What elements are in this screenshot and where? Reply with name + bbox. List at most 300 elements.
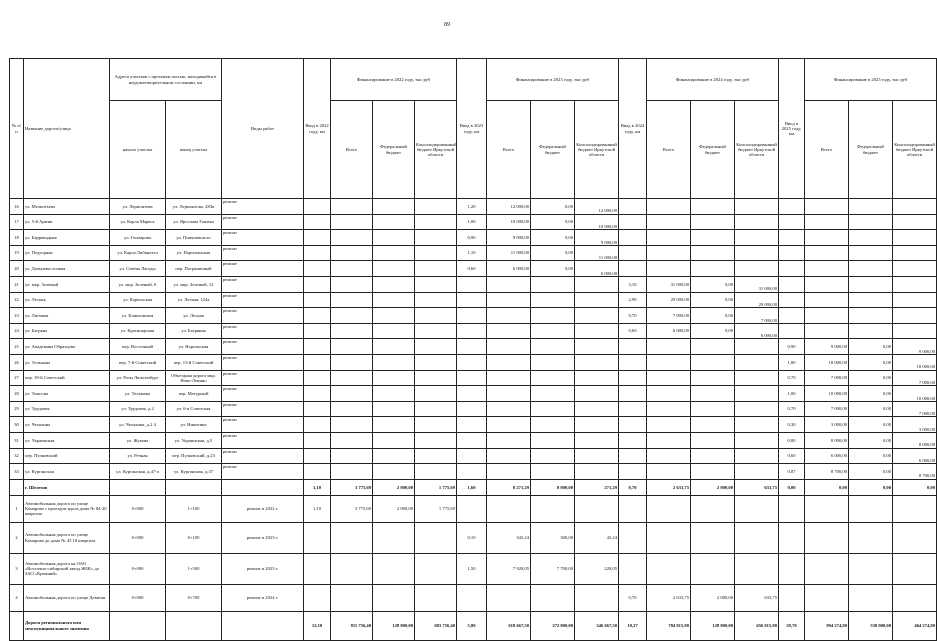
header-fin-2025: Финансирование в 2025 году, тыс руб: [805, 59, 937, 101]
cell: 0+700: [166, 584, 222, 611]
cell: [415, 308, 457, 324]
cell: [304, 308, 331, 324]
cell: 346 667,50: [575, 611, 619, 640]
cell: [647, 214, 691, 230]
header-road-name: Название дороги/улица: [24, 59, 110, 199]
cell: [575, 386, 619, 402]
cell: 1,10: [457, 245, 487, 261]
cell: 19: [10, 245, 24, 261]
cell: [457, 448, 487, 464]
cell: 8 000,00: [805, 432, 849, 448]
cell: [647, 495, 691, 522]
cell: 0,80: [779, 432, 805, 448]
cell: 10 000,00: [893, 386, 937, 402]
cell: 10 000,00: [575, 214, 619, 230]
cell: 1,50: [457, 553, 487, 584]
cell: 0,00: [849, 448, 893, 464]
cell: ремонт: [222, 448, 304, 464]
street-name: ул. Баррикадная: [24, 230, 110, 246]
cell: 8 000,00: [531, 479, 575, 495]
cell: 0,70: [779, 370, 805, 386]
cell: 0,90: [457, 230, 487, 246]
cell: [575, 339, 619, 355]
cell: 0,00: [849, 401, 893, 417]
cell: [575, 308, 619, 324]
cell: ул. Лермонтова: [110, 199, 166, 215]
cell: [849, 245, 893, 261]
cell: [304, 417, 331, 433]
cell: 2 000,00: [373, 479, 415, 495]
cell: 31 000,00: [735, 276, 779, 292]
cell: [415, 199, 457, 215]
cell: [331, 292, 373, 308]
cell: [691, 448, 735, 464]
cell: [849, 308, 893, 324]
cell: ул. Чехалина, д.2 4: [110, 417, 166, 433]
header-federal-2022: Федеральный бюджет: [373, 101, 415, 199]
cell: [735, 464, 779, 480]
cell: 20: [10, 261, 24, 277]
cell: 1,00: [779, 386, 805, 402]
cell: 0,70: [619, 308, 647, 324]
cell: [304, 464, 331, 480]
cell: [457, 292, 487, 308]
cell: [735, 370, 779, 386]
cell: 0,70: [619, 479, 647, 495]
cell: [415, 401, 457, 417]
cell: [304, 553, 331, 584]
cell: 31 000,00: [647, 276, 691, 292]
cell: [457, 354, 487, 370]
cell: [331, 401, 373, 417]
cell: Объездная дорога мкр. Ново-Ленино: [166, 370, 222, 386]
cell: [415, 417, 457, 433]
cell: ремонт в 2024 г.: [222, 584, 304, 611]
cell: ул. Карла Либкнехта: [110, 245, 166, 261]
cell: [531, 448, 575, 464]
cell: 683 756,40: [415, 611, 457, 640]
cell: ремонт в 2022 г.: [222, 495, 304, 522]
cell: 7 928,05: [487, 553, 531, 584]
street-name: ул. Лесная: [24, 292, 110, 308]
cell: 2: [10, 522, 24, 553]
cell: 9 000,00: [893, 339, 937, 355]
cell: 22: [10, 292, 24, 308]
cell: [575, 323, 619, 339]
cell: ул. мкр. Зеленый, 6: [110, 276, 166, 292]
cell: 3 000,00: [805, 417, 849, 433]
cell: [619, 199, 647, 215]
cell: [331, 370, 373, 386]
cell: [331, 417, 373, 433]
street-name: ул. 5-й Армии: [24, 214, 110, 230]
cell: 656 015,90: [735, 611, 779, 640]
cell: пер. 13-й Советский: [166, 354, 222, 370]
cell: [619, 495, 647, 522]
cell: 29 000,00: [647, 292, 691, 308]
cell: [647, 245, 691, 261]
table-row: [10, 245, 937, 261]
cell: [331, 261, 373, 277]
cell: [805, 245, 849, 261]
cell: ремонт: [222, 308, 304, 324]
cell: 0,00: [531, 199, 575, 215]
cell: [893, 230, 937, 246]
cell: [619, 339, 647, 355]
cell: [575, 584, 619, 611]
cell: [415, 245, 457, 261]
cell: 3,10: [619, 276, 647, 292]
cell: [735, 522, 779, 553]
cell: [779, 323, 805, 339]
cell: 0,00: [531, 214, 575, 230]
cell: 5,80: [457, 611, 487, 640]
table-row: [10, 464, 937, 480]
cell: [373, 448, 415, 464]
cell: [849, 230, 893, 246]
cell: [531, 432, 575, 448]
street-name: ул. Мелиотьева: [24, 199, 110, 215]
cell: 29: [10, 401, 24, 417]
cell: [331, 553, 373, 584]
cell: пер. Пограничный: [166, 261, 222, 277]
cell: 3 000,00: [893, 417, 937, 433]
cell: [893, 214, 937, 230]
cell: ремонт: [222, 292, 304, 308]
header-total-2023: Всего: [487, 101, 531, 199]
cell: [373, 432, 415, 448]
table-row: [10, 323, 937, 339]
cell: [691, 354, 735, 370]
cell: [304, 276, 331, 292]
cell: [849, 522, 893, 553]
cell: [531, 292, 575, 308]
cell: 1,60: [457, 479, 487, 495]
cell: [575, 276, 619, 292]
cell: [415, 386, 457, 402]
cell: [304, 432, 331, 448]
cell: 6 000,00: [893, 448, 937, 464]
cell: ул. Красноярская: [110, 323, 166, 339]
cell: 8 271,29: [487, 479, 531, 495]
cell: [304, 370, 331, 386]
cell: [304, 199, 331, 215]
cell: 8 700,00: [893, 464, 937, 480]
cell: [531, 308, 575, 324]
cell: [415, 370, 457, 386]
cell: 10 000,00: [487, 214, 531, 230]
cell: [373, 308, 415, 324]
cell: 43,24: [575, 522, 619, 553]
cell: 0,00: [849, 432, 893, 448]
cell: [487, 464, 531, 480]
cell: 0,00: [893, 479, 937, 495]
cell: [415, 214, 457, 230]
cell: 464 274,00: [893, 611, 937, 640]
cell: [487, 339, 531, 355]
cell: 24: [10, 323, 24, 339]
cell: [619, 214, 647, 230]
cell: 0,87: [779, 464, 805, 480]
cell: 3: [10, 553, 24, 584]
cell: [893, 553, 937, 584]
cell: [531, 584, 575, 611]
cell: 6 000,00: [805, 448, 849, 464]
cell: [575, 464, 619, 480]
cell: 26: [10, 354, 24, 370]
cell: 28: [10, 386, 24, 402]
cell: [487, 276, 531, 292]
header-consolidated-2025: Консолидированный бюджет Иркутской области: [893, 101, 937, 199]
cell: ремонт в 2023 г.: [222, 522, 304, 553]
cell: [487, 292, 531, 308]
header-fin-2023: Финансирование в 2023 году, тыс руб: [487, 59, 619, 101]
cell: ул. Карельская: [110, 292, 166, 308]
cell: ремонт: [222, 339, 304, 355]
cell: 25: [10, 339, 24, 355]
cell: 271,29: [575, 479, 619, 495]
cell: [779, 199, 805, 215]
table-row: [10, 401, 937, 417]
table-row: [10, 553, 937, 584]
cell: [575, 401, 619, 417]
cell: [331, 354, 373, 370]
cell: [805, 261, 849, 277]
cell: 1,20: [457, 199, 487, 215]
cell: [691, 401, 735, 417]
table-row: [10, 354, 937, 370]
cell: ремонт: [222, 370, 304, 386]
cell: 12 000,00: [575, 199, 619, 215]
table-row: [10, 308, 937, 324]
road-repair-table: [9, 58, 937, 641]
cell: [691, 464, 735, 480]
cell: ул. Курганская, д.47-а: [110, 464, 166, 480]
cell: [304, 292, 331, 308]
table-row: [10, 417, 937, 433]
cell: [805, 199, 849, 215]
cell: ремонт: [222, 432, 304, 448]
cell: 16: [10, 199, 24, 215]
cell: [735, 214, 779, 230]
cell: [373, 339, 415, 355]
cell: пер. 7-й Советский: [110, 354, 166, 370]
cell: [805, 308, 849, 324]
cell: [735, 245, 779, 261]
cell: [691, 245, 735, 261]
cell: 0+000: [110, 522, 166, 553]
cell: [415, 553, 457, 584]
cell: [849, 276, 893, 292]
cell: [849, 323, 893, 339]
cell: 7 000,00: [893, 401, 937, 417]
cell: 0,10: [457, 522, 487, 553]
cell: [849, 292, 893, 308]
cell: [487, 386, 531, 402]
cell: [531, 354, 575, 370]
cell: [805, 553, 849, 584]
cell: ул. Помяловского: [166, 230, 222, 246]
cell: [575, 417, 619, 433]
cell: 784 015,90: [647, 611, 691, 640]
cell: 0+000: [110, 495, 166, 522]
total-row-name: Дороги регионального или межмуниципального значения: [24, 611, 110, 640]
header-input-2022: Ввод в 2022 году, км: [304, 59, 331, 199]
cell: 0,00: [531, 261, 575, 277]
street-name: ул. Багряна: [24, 323, 110, 339]
cell: ул. Речная: [110, 448, 166, 464]
road-name: Автомобильная дорога по улице Комарова с проездом вдоль дома № 84-20 квартала: [24, 495, 110, 522]
cell: 32: [10, 448, 24, 464]
cell: 0,90: [779, 339, 805, 355]
header-total-2025: Всего: [805, 101, 849, 199]
cell: [373, 354, 415, 370]
table-row: [10, 230, 937, 246]
cell: [805, 276, 849, 292]
cell: [531, 401, 575, 417]
cell: [735, 199, 779, 215]
cell: 21: [10, 276, 24, 292]
cell: 0,00: [691, 308, 735, 324]
cell: [457, 323, 487, 339]
cell: ремонт: [222, 354, 304, 370]
cell: 0,00: [849, 464, 893, 480]
cell: [735, 386, 779, 402]
cell: 0,00: [805, 479, 849, 495]
cell: [779, 245, 805, 261]
cell: [373, 522, 415, 553]
street-name: ул. Томсона: [24, 386, 110, 402]
header-end: конец участка: [166, 101, 222, 199]
cell: 9 000,00: [575, 230, 619, 246]
total-rows: [10, 611, 937, 640]
cell: [647, 553, 691, 584]
street-name: ул. Чехалина: [24, 417, 110, 433]
cell: [331, 323, 373, 339]
cell: [415, 276, 457, 292]
sum-row-name: г. Шелехов: [24, 479, 110, 495]
cell: [619, 432, 647, 448]
cell: [735, 261, 779, 277]
cell: ул. Украинская, д.5: [166, 432, 222, 448]
cell: 1 775,69: [415, 495, 457, 522]
cell: [779, 584, 805, 611]
cell: [373, 464, 415, 480]
table-row: [10, 584, 937, 611]
cell: [331, 245, 373, 261]
cell: [575, 354, 619, 370]
header-fin-2024: Финансирование в 2024 году, тыс руб: [647, 59, 779, 101]
cell: [415, 339, 457, 355]
cell: [779, 308, 805, 324]
table-row: [10, 214, 937, 230]
cell: ул. Лермонтова, 283в: [166, 199, 222, 215]
cell: [487, 370, 531, 386]
cell: 1,80: [779, 354, 805, 370]
cell: [575, 432, 619, 448]
cell: ул. 6-я Советская: [166, 401, 222, 417]
cell: ул. Курганская, д.37: [166, 464, 222, 480]
cell: 0,70: [779, 401, 805, 417]
cell: 0,70: [619, 584, 647, 611]
cell: [647, 417, 691, 433]
cell: [575, 292, 619, 308]
cell: 6 000,00: [735, 323, 779, 339]
cell: [575, 448, 619, 464]
cell: 7 000,00: [735, 308, 779, 324]
cell: [735, 354, 779, 370]
cell: [647, 386, 691, 402]
cell: [691, 432, 735, 448]
cell: [779, 553, 805, 584]
cell: 0,00: [849, 479, 893, 495]
cell: ремонт: [222, 417, 304, 433]
cell: 30: [10, 417, 24, 433]
cell: [691, 261, 735, 277]
street-name: ул. мкр. Зеленый: [24, 276, 110, 292]
table-row: [10, 199, 937, 215]
cell: 811 756,40: [331, 611, 373, 640]
cell: ул. Партизанская: [166, 245, 222, 261]
cell: 0,00: [531, 245, 575, 261]
cell: 0,00: [849, 417, 893, 433]
cell: 0+000: [110, 553, 166, 584]
cell: ремонт: [222, 323, 304, 339]
page-number: 89: [444, 22, 450, 28]
header-address-group: Адреса участков с протяжен частью, находящейся в неудовлетворительном состоянии, км: [110, 59, 222, 101]
cell: [373, 401, 415, 417]
cell: 0,00: [691, 323, 735, 339]
cell: [779, 292, 805, 308]
cell: 128 000,00: [373, 611, 415, 640]
cell: 7 000,00: [805, 370, 849, 386]
cell: пер. Пулковский, д.23: [166, 448, 222, 464]
cell: ремонт: [222, 386, 304, 402]
cell: [805, 214, 849, 230]
cell: [647, 522, 691, 553]
cell: [619, 230, 647, 246]
cell: [304, 261, 331, 277]
cell: 0,30: [779, 417, 805, 433]
cell: [415, 432, 457, 448]
cell: 300,00: [531, 522, 575, 553]
cell: [487, 584, 531, 611]
cell: [373, 292, 415, 308]
cell: [735, 417, 779, 433]
cell: 0,00: [849, 339, 893, 355]
cell: [647, 370, 691, 386]
cell: 0,00: [779, 479, 805, 495]
cell: [805, 584, 849, 611]
cell: 2,90: [619, 292, 647, 308]
cell: [619, 245, 647, 261]
cell: [331, 584, 373, 611]
cell: [849, 553, 893, 584]
cell: ремонт: [222, 230, 304, 246]
cell: [779, 276, 805, 292]
cell: [373, 417, 415, 433]
header-consolidated-2023: Консолидированный бюджет Иркутской области: [575, 101, 619, 199]
table-row: [10, 339, 937, 355]
cell: ремонт: [222, 261, 304, 277]
header-fin-2022: Финансирование в 2022 году, тыс руб: [331, 59, 457, 101]
street-name: ул. Тельмана: [24, 354, 110, 370]
cell: [893, 323, 937, 339]
cell: [691, 339, 735, 355]
cell: ремонт: [222, 214, 304, 230]
cell: 9 000,00: [487, 230, 531, 246]
cell: 29,70: [779, 611, 805, 640]
